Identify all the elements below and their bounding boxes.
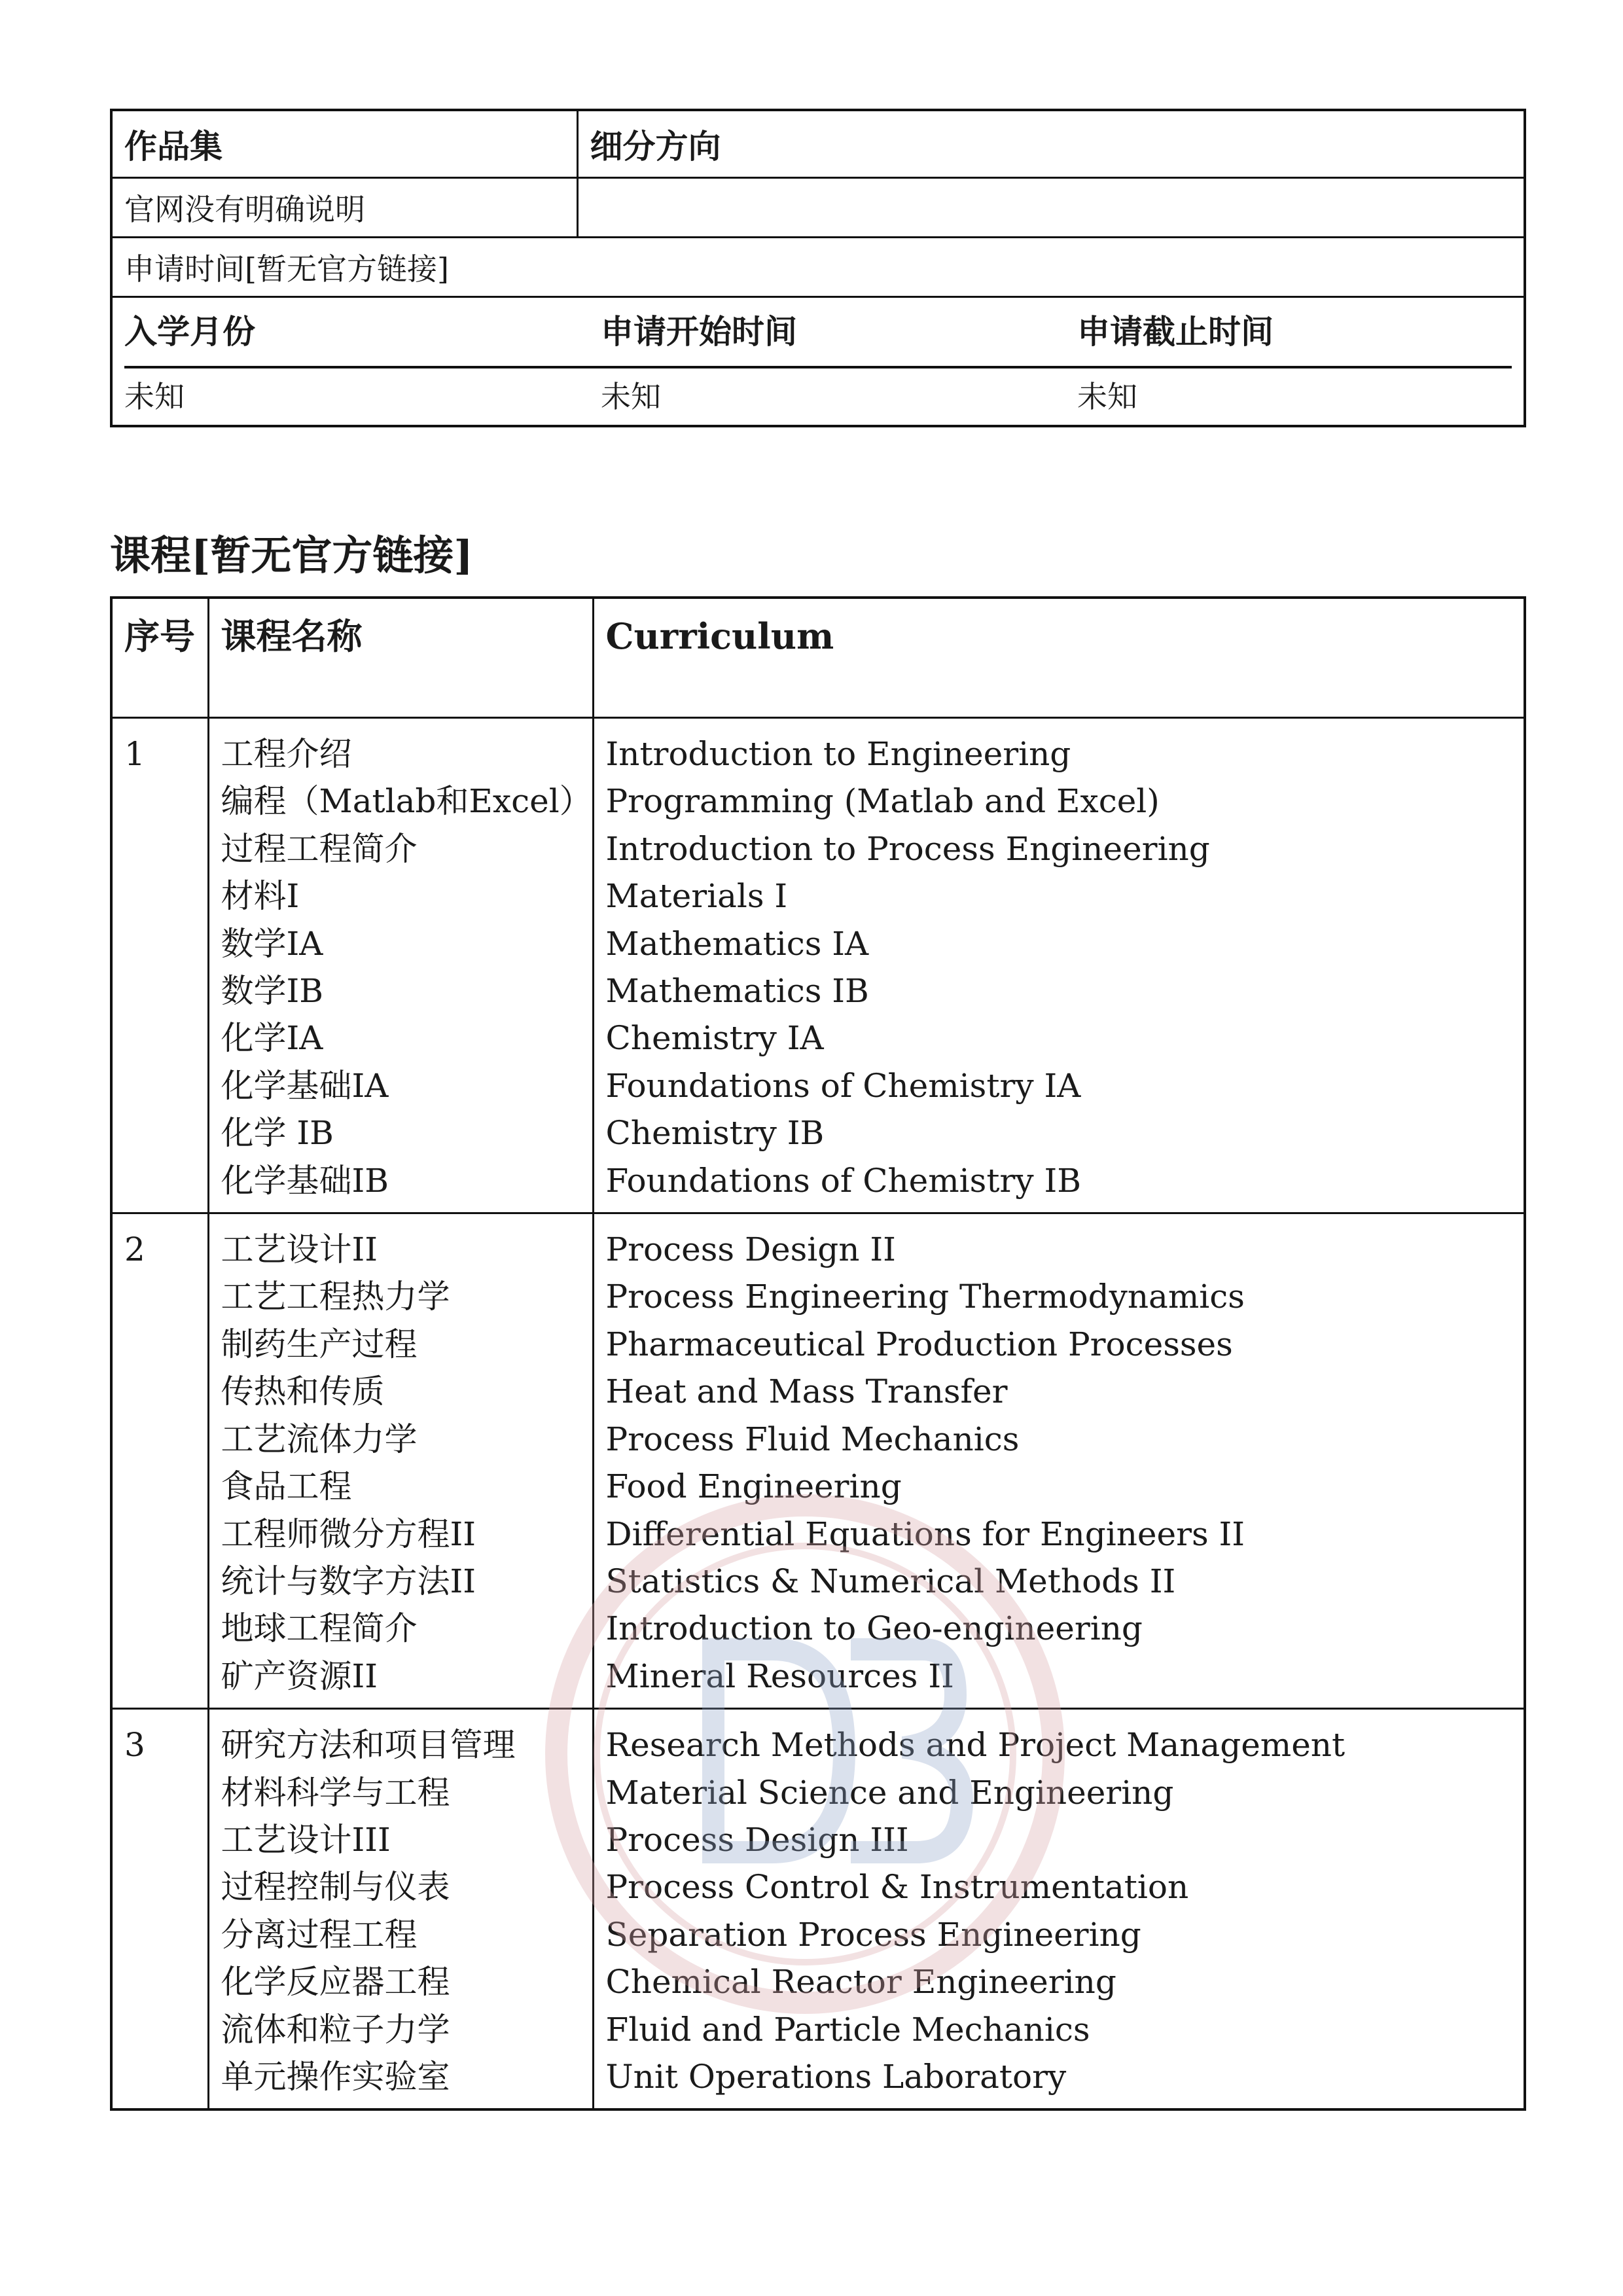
course-name-cn: 流体和粒子力学 bbox=[221, 2010, 450, 2049]
course-name-cn: 单元操作实验室 bbox=[221, 2057, 450, 2096]
deadline-value: 未知 bbox=[1077, 379, 1137, 414]
course-name-cn: 数学IA bbox=[221, 924, 323, 963]
course-name-en: Process Engineering Thermodynamics bbox=[605, 1278, 1245, 1316]
intake-section bbox=[111, 297, 1525, 427]
course-name-cn: 材料I bbox=[221, 877, 300, 916]
course-name-cn: 化学IA bbox=[221, 1019, 323, 1058]
start-value: 未知 bbox=[601, 379, 661, 414]
course-name-en: Introduction to Process Engineering bbox=[605, 829, 1210, 868]
course-name-en: Introduction to Geo-engineering bbox=[605, 1609, 1143, 1648]
course-name-en: Fluid and Particle Mechanics bbox=[605, 2010, 1090, 2049]
table-row bbox=[111, 1213, 1525, 1709]
course-name-en: Chemical Reactor Engineering bbox=[605, 1963, 1116, 2001]
course-names-cn bbox=[208, 1709, 593, 2110]
course-name-en: Differential Equations for Engineers II bbox=[605, 1515, 1245, 1553]
course-index: 1 bbox=[111, 718, 208, 1213]
start-header: 申请开始时间 bbox=[601, 298, 1077, 368]
table-row bbox=[111, 1709, 1525, 2110]
course-name-cn: 统计与数字方法II bbox=[221, 1562, 476, 1600]
col-name-header: 课程名称 bbox=[208, 598, 593, 718]
course-name-en: Pharmaceutical Production Processes bbox=[605, 1325, 1233, 1363]
application-time-label: 申请时间[暂无官方链接] bbox=[111, 238, 1525, 297]
course-name-en: Statistics & Numerical Methods II bbox=[605, 1562, 1176, 1600]
course-names-cn bbox=[208, 1213, 593, 1709]
portfolio-application-table bbox=[110, 109, 1526, 427]
course-name-cn: 工艺流体力学 bbox=[221, 1420, 418, 1458]
course-name-en: Foundations of Chemistry IB bbox=[605, 1161, 1081, 1200]
course-name-cn: 研究方法和项目管理 bbox=[221, 1726, 516, 1765]
course-name-cn: 过程控制与仪表 bbox=[221, 1868, 450, 1907]
course-name-cn: 工艺工程热力学 bbox=[221, 1278, 450, 1316]
course-name-en: Material Science and Engineering bbox=[605, 1773, 1174, 1812]
course-name-en: Introduction to Engineering bbox=[605, 735, 1071, 773]
course-name-en: Unit Operations Laboratory bbox=[605, 2057, 1067, 2096]
course-name-cn: 材料科学与工程 bbox=[221, 1773, 450, 1812]
course-name-en: Food Engineering bbox=[605, 1467, 902, 1506]
course-name-en: Chemistry IB bbox=[605, 1114, 825, 1153]
course-names-en bbox=[593, 1213, 1525, 1709]
direction-header: 细分方向 bbox=[577, 110, 1525, 178]
course-name-en: Separation Process Engineering bbox=[605, 1915, 1141, 1954]
course-name-cn: 化学 IB bbox=[221, 1114, 334, 1153]
course-name-cn: 工艺设计III bbox=[221, 1820, 391, 1859]
course-name-en: Programming (Matlab and Excel) bbox=[605, 782, 1160, 821]
courses-table bbox=[110, 596, 1526, 2111]
course-name-en: Process Design III bbox=[605, 1820, 909, 1859]
intake-value: 未知 bbox=[124, 379, 185, 414]
portfolio-value: 官网没有明确说明 bbox=[111, 178, 577, 238]
course-name-en: Mathematics IB bbox=[605, 972, 869, 1011]
course-name-cn: 过程工程简介 bbox=[221, 829, 418, 868]
course-name-cn: 编程（Matlab和Excel） bbox=[221, 782, 592, 821]
course-name-cn: 工程介绍 bbox=[221, 735, 352, 773]
deadline-header: 申请截止时间 bbox=[1077, 298, 1512, 368]
course-name-cn: 制药生产过程 bbox=[221, 1325, 418, 1363]
course-name-cn: 食品工程 bbox=[221, 1467, 352, 1506]
course-name-en: Process Fluid Mechanics bbox=[605, 1420, 1020, 1458]
col-curriculum-header: Curriculum bbox=[593, 598, 1525, 718]
intake-header: 入学月份 bbox=[124, 298, 601, 368]
course-name-en: Mineral Resources II bbox=[605, 1657, 954, 1695]
course-name-cn: 传热和传质 bbox=[221, 1372, 385, 1411]
page bbox=[110, 109, 1524, 2111]
course-index: 2 bbox=[111, 1213, 208, 1709]
course-name-en: Materials I bbox=[605, 877, 788, 916]
course-name-cn: 矿产资源II bbox=[221, 1657, 378, 1695]
course-name-en: Mathematics IA bbox=[605, 924, 869, 963]
course-name-en: Foundations of Chemistry IA bbox=[605, 1066, 1081, 1105]
direction-value bbox=[577, 178, 1525, 238]
course-name-cn: 数学IB bbox=[221, 972, 323, 1011]
course-names-cn bbox=[208, 718, 593, 1213]
course-name-en: Research Methods and Project Management bbox=[605, 1726, 1346, 1765]
portfolio-header: 作品集 bbox=[111, 110, 577, 178]
course-name-cn: 分离过程工程 bbox=[221, 1915, 418, 1954]
course-name-cn: 化学基础IB bbox=[221, 1161, 389, 1200]
course-index: 3 bbox=[111, 1709, 208, 2110]
course-name-cn: 工艺设计II bbox=[221, 1230, 378, 1269]
course-name-cn: 工程师微分方程II bbox=[221, 1515, 476, 1553]
course-names-en bbox=[593, 718, 1525, 1213]
course-name-en: Process Design II bbox=[605, 1230, 896, 1269]
course-name-en: Process Control & Instrumentation bbox=[605, 1868, 1189, 1907]
courses-title: 课程[暂无官方链接] bbox=[110, 531, 473, 579]
course-name-cn: 化学基础IA bbox=[221, 1066, 389, 1105]
course-names-en bbox=[593, 1709, 1525, 2110]
course-name-cn: 化学反应器工程 bbox=[221, 1963, 450, 2001]
course-rows bbox=[111, 718, 1525, 2110]
course-name-en: Chemistry IA bbox=[605, 1019, 824, 1058]
col-index-header: 序号 bbox=[111, 598, 208, 718]
table-row bbox=[111, 718, 1525, 1213]
course-name-cn: 地球工程简介 bbox=[221, 1609, 418, 1648]
course-name-en: Heat and Mass Transfer bbox=[605, 1372, 1008, 1411]
